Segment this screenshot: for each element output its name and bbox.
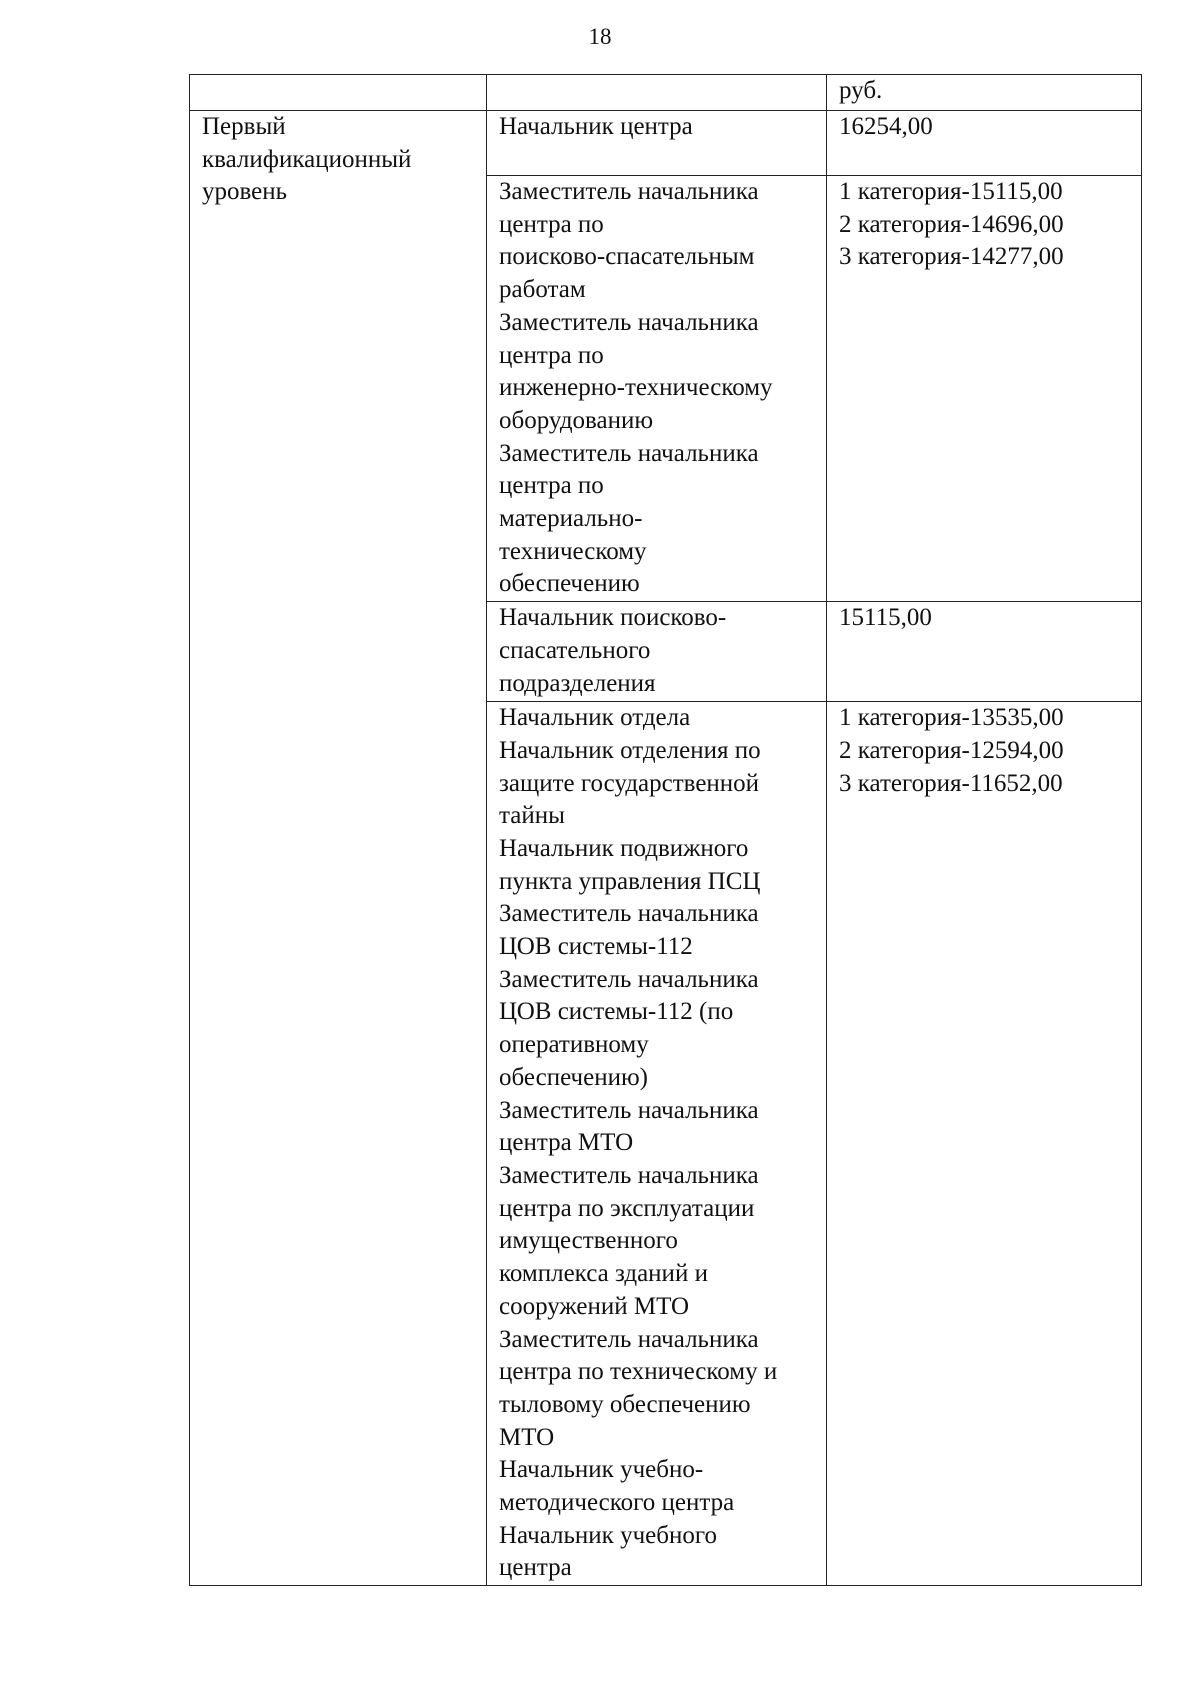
units-empty-cell-1 [190,75,487,111]
position-cell: Начальник центра [487,111,827,176]
qualification-level-text: Первый квалификационный уровень [202,113,412,206]
units-row [190,75,1142,111]
salary-table [189,74,1142,1586]
position-cell: Начальник поисково- спасательного подразделения [487,602,827,702]
salary-cell: 1 категория-13535,00 2 категория-12594,00 3 категория-11652,00 [827,702,1142,1586]
salary-cell: 16254,00 [827,111,1142,176]
page-number: 18 [588,24,612,49]
position-cell: Начальник отдела Начальник отделения по защите государственной тайны Начальник подвижного пункта управления ПСЦ Заместитель начальника ЦОВ системы-112 Заместитель начальника ЦОВ системы-112 (по оперативному обеспечению) Заместитель начальника центра МТО Заместитель начальника центра по эксплуатации имущественного комплекса зданий и сооружений МТО Заместитель начальника центра по техническому и тыловому обеспечению МТО Начальник учебно- методического центра Начальник учебного центра [487,702,827,1586]
salary-cell: 1 категория-15115,00 2 категория-14696,00 3 категория-14277,00 [827,176,1142,602]
salary-cell: 15115,00 [827,602,1142,702]
units-empty-cell-2 [487,75,827,111]
units-cell: руб. [827,75,1142,111]
position-cell: Заместитель начальника центра по поисково-спасательным работам Заместитель начальника центра по инженерно-техническому оборудованию Заместитель начальника центра по материально- техническому обеспечению [487,176,827,602]
table-row [190,111,1142,176]
qualification-level-cell [190,111,487,1586]
